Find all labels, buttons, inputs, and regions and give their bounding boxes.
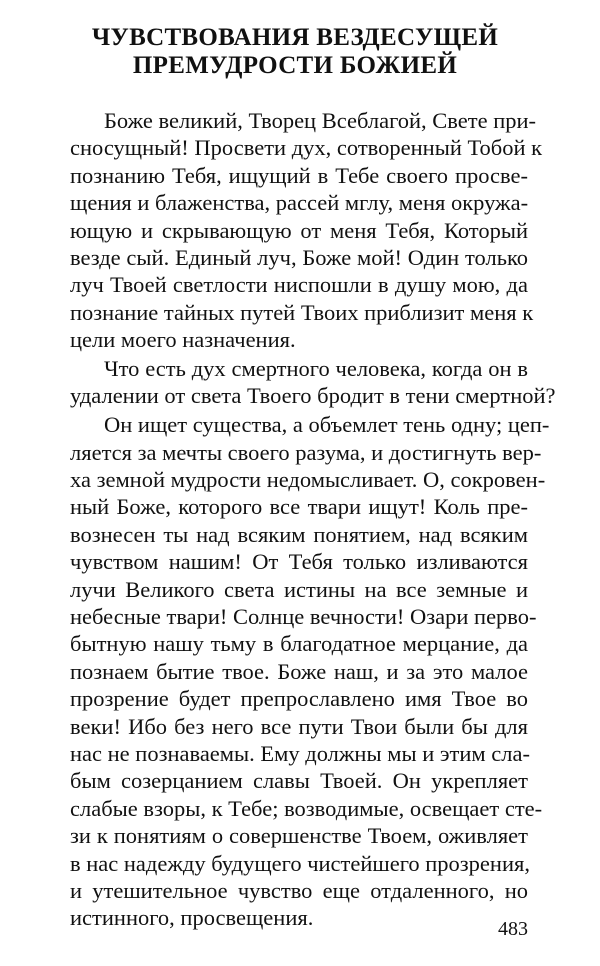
text-line: ющую и скрывающую от меня Тебя, Который bbox=[70, 217, 528, 243]
paragraph bbox=[70, 355, 556, 410]
text-line: везде сый. Единый луч, Боже мой! Один только bbox=[70, 244, 528, 270]
page-number: 483 bbox=[498, 918, 528, 940]
text-line: сносущный! Просвети дух, сотворенный Тобой к bbox=[70, 135, 543, 161]
body-text bbox=[70, 107, 556, 932]
text-line: чувством нашим! От Тебя только изливаются bbox=[70, 549, 528, 575]
text-line: Боже великий, Творец Всеблагой, Свете при- bbox=[104, 108, 537, 133]
title-line: ПРЕМУДРОСТИ БОЖИЕЙ bbox=[132, 52, 458, 79]
text-line: Что есть дух смертного человека, когда он в bbox=[104, 356, 528, 382]
text-line: щения и блаженства, рассей мглу, меня окружа- bbox=[70, 190, 529, 216]
text-line: лучи Великого света истины на все земные и bbox=[70, 576, 528, 602]
text-line: познание тайных путей Твоих приблизит меня к bbox=[70, 299, 534, 325]
text-line: ный Боже, которого все твари ищут! Коль пре- bbox=[70, 494, 528, 520]
title-line: ЧУВСТВОВАНИЯ ВЕЗДЕСУЩЕЙ bbox=[91, 24, 499, 51]
text-line: небесные твари! Солнце вечности! Озари перво- bbox=[70, 604, 537, 630]
text-line: ха земной мудрости недомысливает. О, сокровен- bbox=[70, 467, 546, 493]
text-line: зи к понятиям о совершенстве Твоем, оживляет bbox=[70, 823, 528, 849]
text-line: бытную нашу тьму в благодатное мерцание, да bbox=[70, 631, 528, 657]
text-line: познанию Тебя, ищущий в Тебе своего просве- bbox=[70, 162, 528, 188]
paragraph bbox=[70, 107, 543, 354]
text-line: нас не познаваемы. Ему должны мы и этим сла- bbox=[70, 740, 530, 766]
text-line: Он ищет существа, а объемлет тень одну; цеп- bbox=[104, 412, 550, 438]
paragraph bbox=[70, 411, 550, 931]
text-line: луч Твоей светлости ниспошли в душу мою, да bbox=[70, 272, 528, 298]
text-line: бым созерцанием славы Твоей. Он укрепляет bbox=[70, 768, 528, 794]
text-line: истинного, просвещения. bbox=[70, 905, 314, 931]
text-line: познаем бытие твое. Боже наш, и за это малое bbox=[70, 658, 528, 684]
page-title bbox=[60, 24, 530, 80]
text-line: слабые взоры, к Тебе; возводимые, освещает сте- bbox=[70, 795, 543, 821]
text-line: прозрение будет препрославлено имя Твое во bbox=[70, 686, 528, 712]
text-line: вознесен ты над всяким понятием, над всяким bbox=[70, 521, 528, 547]
text-line: и утешительное чувство еще отдаленного, но bbox=[70, 877, 528, 903]
text-line: в нас надежду будущего чистейшего прозрения, bbox=[70, 850, 530, 876]
text-line: веки! Ибо без него все пути Твои были бы для bbox=[70, 713, 528, 739]
text-line: ляется за мечты своего разума, и достигнуть вер- bbox=[70, 439, 542, 465]
text-line: удалении от света Твоего бродит в тени смертной? bbox=[70, 383, 556, 409]
text-line: цели моего назначения. bbox=[70, 327, 296, 353]
